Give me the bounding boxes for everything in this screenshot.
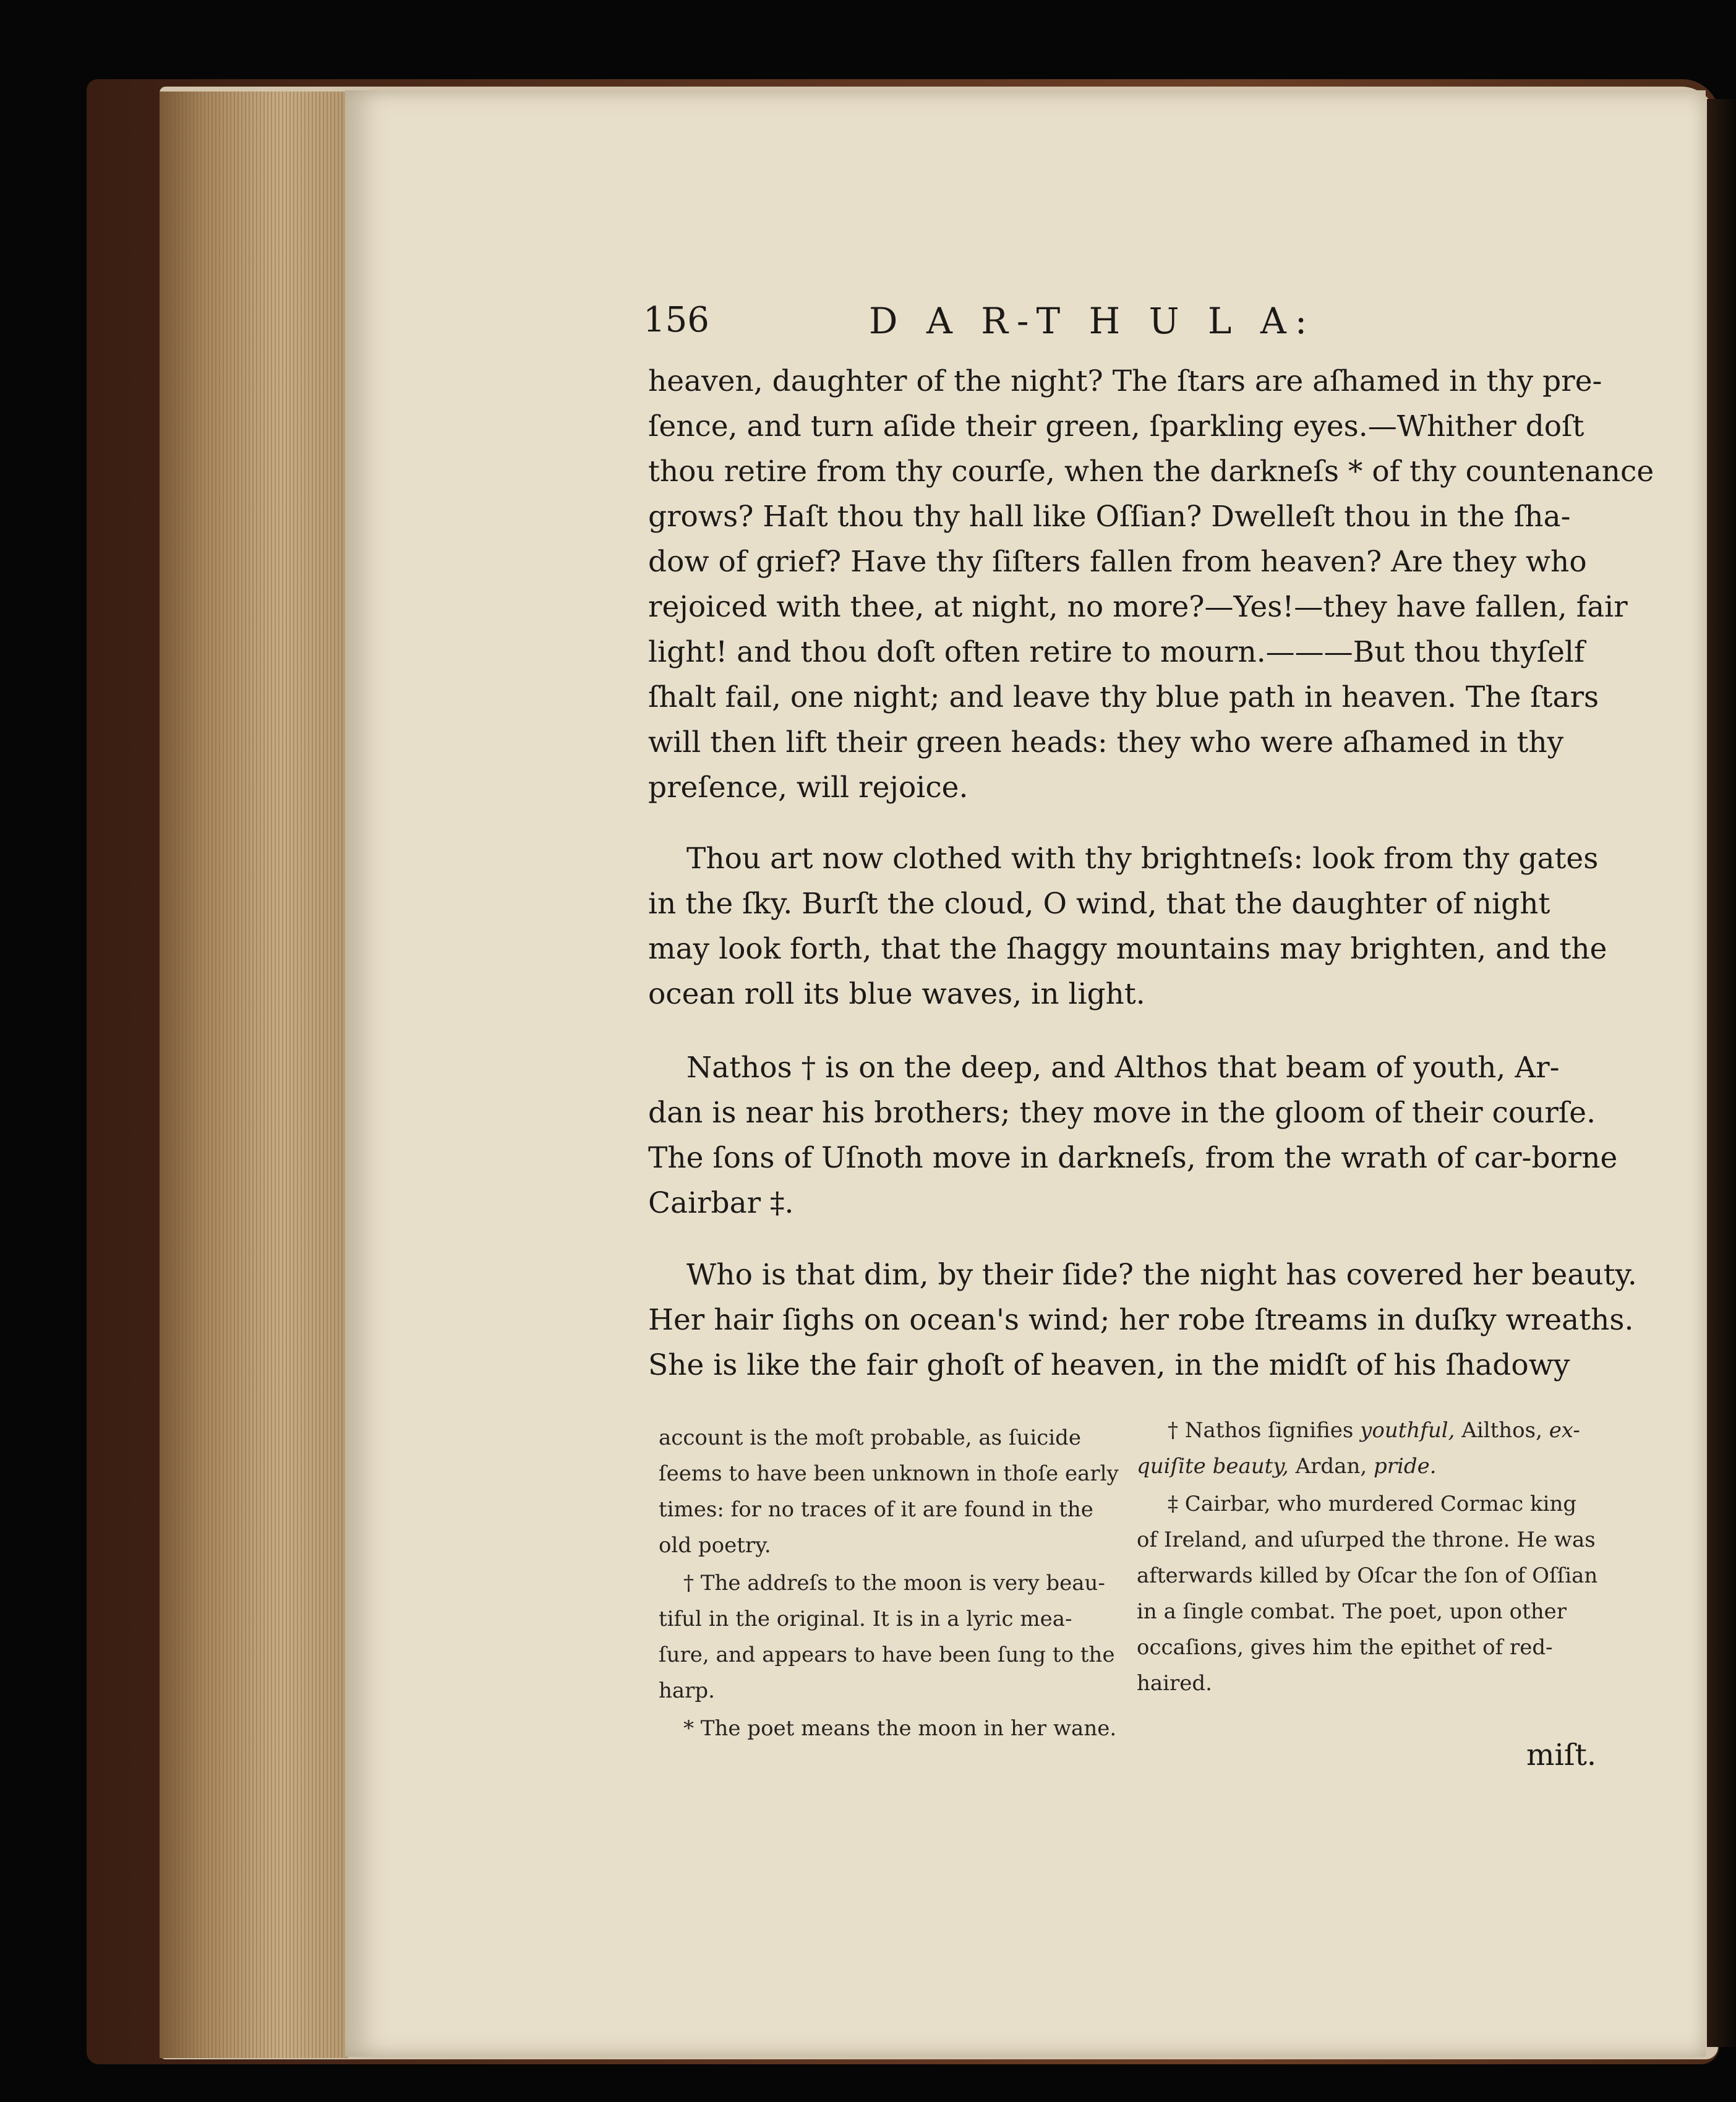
footnote-line: † The addreſs to the moon is very beau- [683, 1571, 1105, 1596]
footnote-italic: ex- [1549, 1418, 1580, 1443]
text-line: rejoiced with thee, at night, no more?—Yes!—they have fallen, fair [648, 590, 1628, 624]
footnote-line: in a ſingle combat. The poet, upon other [1137, 1599, 1567, 1624]
footnote-line: account is the moſt probable, as ſuicide [659, 1425, 1082, 1450]
text-line: She is like the fair ghoſt of heaven, in the midſt of his ſhadowy [648, 1348, 1570, 1382]
footnote-line: ſure, and appears to have been ſung to the [659, 1643, 1115, 1667]
text-line: in the ſky. Burſt the cloud, O wind, that the daughter of night [648, 887, 1550, 921]
footnote-line: harp. [659, 1678, 715, 1703]
footnote-italic: pride. [1373, 1454, 1437, 1479]
text-line: ſhalt fail, one night; and leave thy blue path in heaven. The ſtars [648, 680, 1599, 714]
footnote-text: Ardan, [1288, 1454, 1374, 1479]
text-line: ocean roll its blue waves, in light. [648, 977, 1145, 1011]
text-line: Who is that dim, by their ſide? the night has covered her beauty. [686, 1258, 1637, 1292]
text-line: Nathos † is on the deep, and Althos that beam of youth, Ar- [686, 1051, 1560, 1085]
footnote-italic: youthful, [1360, 1418, 1455, 1443]
footnote-line: * The poet means the moon in her wane. [683, 1716, 1117, 1741]
text-line: grows? Haſt thou thy hall like Oſſian? Dwelleſt thou in the ſha- [648, 500, 1571, 534]
footnote-line [1168, 1418, 1580, 1443]
footnote-italic: quiſite beauty, [1137, 1454, 1289, 1479]
footnote-line: ‡ Cairbar, who murdered Cormac king [1168, 1492, 1577, 1516]
footnote-line: ſeems to have been unknown in thoſe early [659, 1461, 1119, 1486]
footnote-line: occaſions, gives him the epithet of red- [1137, 1635, 1553, 1660]
footnote-line: old poetry. [659, 1533, 771, 1558]
footnote-line: haired. [1137, 1671, 1212, 1696]
text-line: will then lift their green heads: they who were aſhamed in thy [648, 725, 1564, 759]
catchword: miſt. [1526, 1738, 1597, 1772]
footnote-line: times: for no traces of it are found in the [659, 1497, 1093, 1522]
text-line: preſence, will rejoice. [648, 771, 968, 805]
text-line: light! and thou doſt often retire to mourn.———But thou thyſelf [648, 635, 1585, 669]
footnote-line: afterwards killed by Oſcar the ſon of Oſſian [1137, 1563, 1598, 1588]
text-line: dan is near his brothers; they move in the gloom of their courſe. [648, 1096, 1596, 1130]
footnote-line: of Ireland, and uſurped the throne. He was [1137, 1527, 1596, 1552]
text-line: heaven, daughter of the night? The ſtars are aſhamed in thy pre- [648, 364, 1602, 398]
cover-edge [1707, 99, 1736, 2047]
text-line: Cairbar ‡. [648, 1186, 794, 1220]
text-line: The ſons of Uſnoth move in darkneſs, from the wrath of car-borne [648, 1141, 1618, 1175]
text-line: may look forth, that the ſhaggy mountains may brighten, and the [648, 932, 1607, 966]
page-number: 156 [643, 300, 709, 340]
footnote-line [1137, 1454, 1437, 1479]
text-line: Her hair ſighs on ocean's wind; her robe ſtreams in duſky wreaths. [648, 1303, 1634, 1337]
text-line: Thou art now clothed with thy brightneſs: look from thy gates [686, 842, 1599, 876]
footnote-line: tiful in the original. It is in a lyric mea- [659, 1607, 1072, 1631]
page-edges [160, 92, 348, 2058]
text-line: ſence, and turn aſide their green, ſparkling eyes.—Whither doſt [648, 409, 1584, 443]
text-line: dow of grief? Have thy ſiſters fallen from heaven? Are they who [648, 545, 1587, 579]
text-line: thou retire from thy courſe, when the darkneſs * of thy countenance [648, 455, 1654, 489]
footnote-text: Ailthos, [1455, 1418, 1549, 1443]
footnote-text: † Nathos ſignifies [1168, 1418, 1361, 1443]
running-title: D A R-T H U L A: [869, 300, 1316, 342]
